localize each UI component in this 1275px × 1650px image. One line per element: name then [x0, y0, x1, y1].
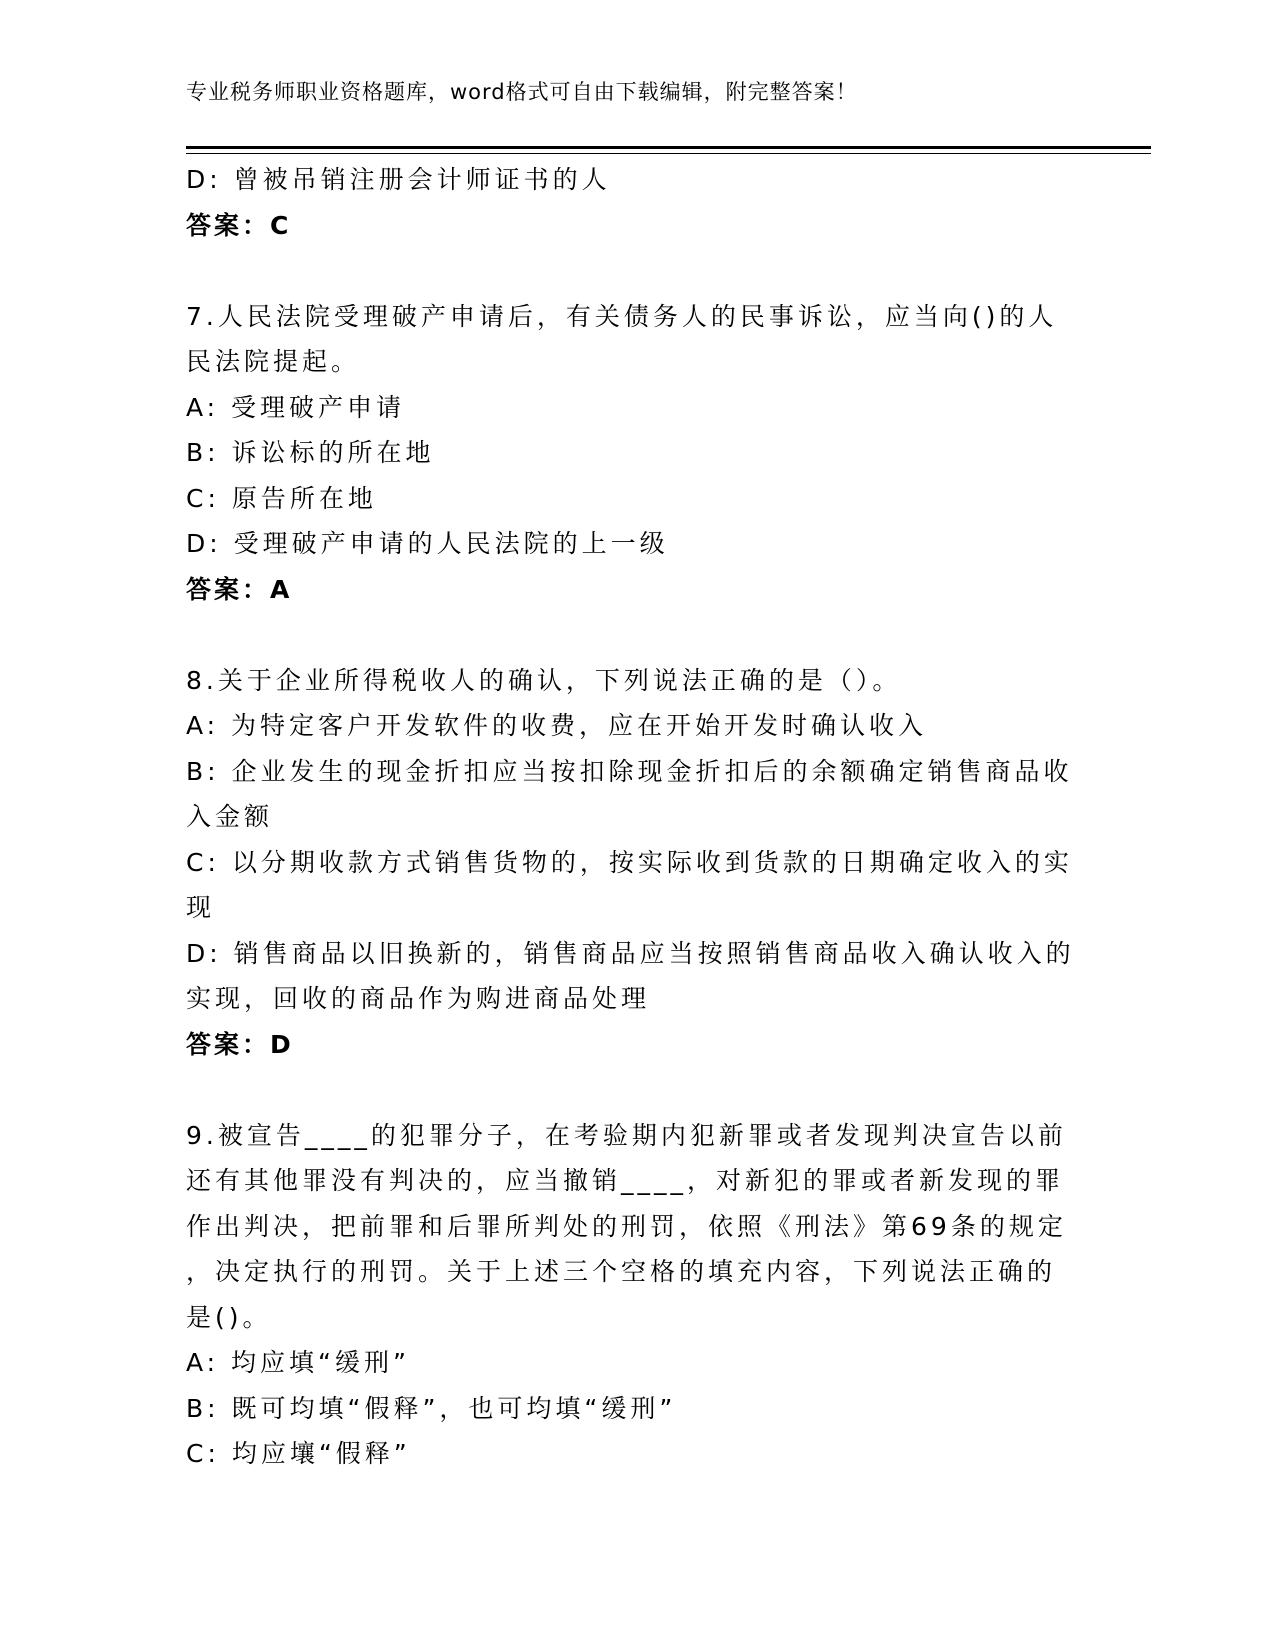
option-c-q8-line-2: 现	[186, 893, 216, 922]
spacer	[186, 248, 1066, 294]
header-title: 专业税务师职业资格题库，word格式可自由下载编辑，附完整答案！	[186, 80, 858, 104]
option-d-q7: D: 受理破产申请的人民法院的上一级	[186, 529, 669, 558]
option-a-q7: A: 受理破产申请	[186, 392, 406, 422]
option-c-q7: C: 原告所在地	[186, 483, 377, 513]
question-9-line-2: 还有其他罪没有判决的，应当撤销____，对新犯的罪或者新发现的罪	[186, 1166, 1065, 1195]
question-9-line-4: ，决定执行的刑罚。关于上述三个空格的填充内容，下列说法正确的	[186, 1257, 1057, 1286]
spacer	[186, 612, 1066, 658]
question-8-line-1: 8.关于企业所得税收人的确认，下列说法正确的是（）。	[186, 665, 902, 695]
answer-q8: 答案：D	[186, 1029, 294, 1059]
header-rule-thin	[186, 153, 1151, 154]
question-7-line-2: 民法院提起。	[186, 347, 361, 376]
option-d-q8-line-1: D: 销售商品以旧换新的，销售商品应当按照销售商品收入确认收入的	[186, 938, 1075, 968]
option-c-q8-line-1: C: 以分期收款方式销售货物的，按实际收到货款的日期确定收入的实	[186, 847, 1073, 877]
header-rule-thick	[186, 146, 1151, 149]
option-b-q8-line-2: 入金额	[186, 802, 274, 831]
question-7-line-1: 7.人民法院受理破产申请后，有关债务人的民事诉讼，应当向()的人	[186, 301, 1058, 331]
answer-q6: 答案：C	[186, 210, 292, 240]
answer-q7: 答案：A	[186, 574, 293, 604]
question-9-line-3: 作出判决，把前罪和后罪所判处的刑罚，依照《刑法》第69条的规定	[186, 1211, 1067, 1241]
option-a-q8: A: 为特定客户开发软件的收费，应在开始开发时确认收入	[186, 711, 928, 740]
option-b-q9: B: 既可均填“假释”，也可均填“缓刑”	[186, 1393, 677, 1423]
option-c-q9: C: 均应壤“假释”	[186, 1439, 411, 1468]
option-b-q7: B: 诉讼标的所在地	[186, 438, 435, 467]
option-d-q6: D: 曾被吊销注册会计师证书的人	[186, 165, 611, 194]
question-9-line-5: 是()。	[186, 1302, 272, 1332]
question-content	[186, 157, 1075, 1477]
spacer	[186, 1067, 1066, 1113]
option-d-q8-line-2: 实现，回收的商品作为购进商品处理	[186, 984, 651, 1013]
option-b-q8-line-1: B: 企业发生的现金折扣应当按扣除现金折扣后的余额确定销售商品收	[186, 756, 1073, 786]
option-a-q9: A: 均应填“缓刑”	[186, 1348, 410, 1377]
question-9-line-1: 9.被宣告____的犯罪分子，在考验期内犯新罪或者发现判决宣告以前	[186, 1120, 1067, 1150]
